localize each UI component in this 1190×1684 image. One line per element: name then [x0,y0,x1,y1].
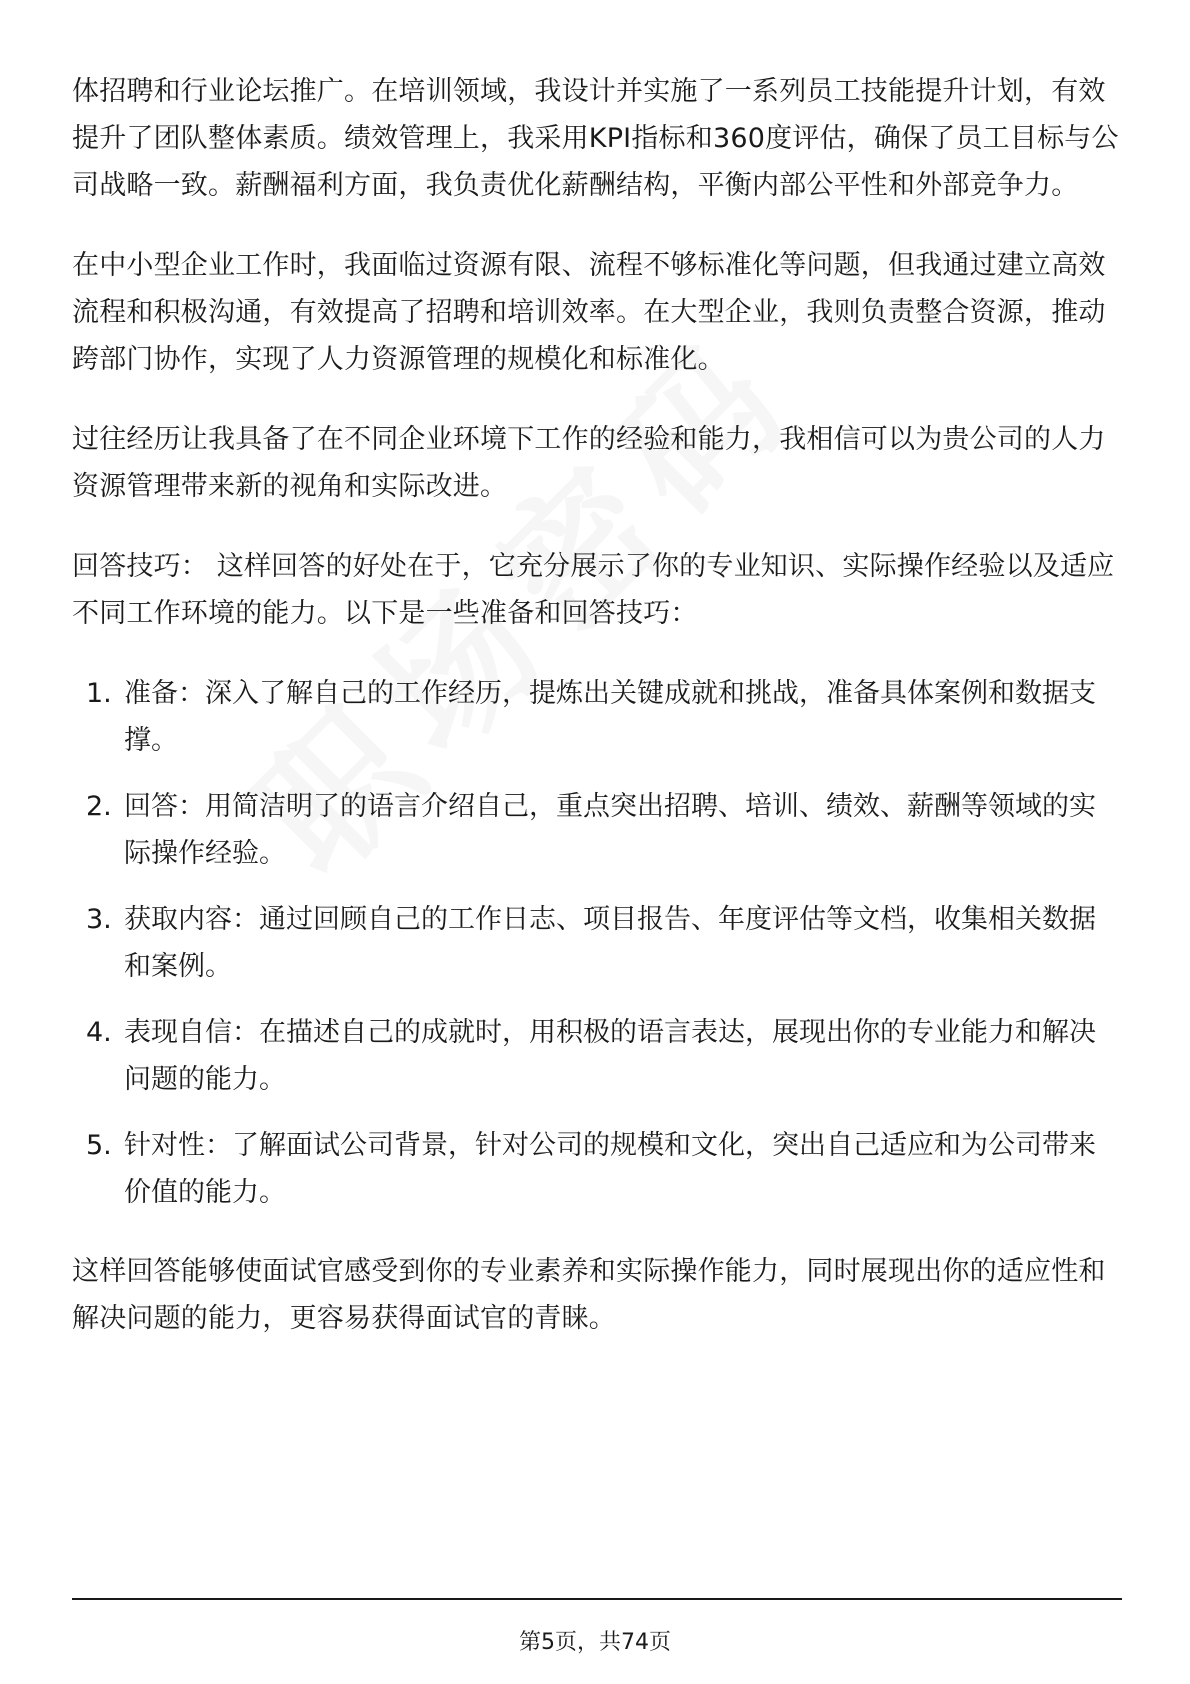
list-item [72,670,1122,764]
list-item-text: 获取内容：通过回顾自己的工作日志、项目报告、年度评估等文档，收集相关数据和案例。 [124,904,1096,982]
list-item [72,896,1122,990]
paragraph: 过往经历让我具备了在不同企业环境下工作的经验和能力，我相信可以为贵公司的人力资源管理带来新的视角和实际改进。 [72,424,1106,502]
tips-list [72,670,1122,1216]
list-item [72,1122,1122,1216]
footer-divider [72,1598,1122,1600]
list-item [72,1009,1122,1103]
paragraph: 在中小型企业工作时，我面临过资源有限、流程不够标准化等问题，但我通过建立高效流程和积极沟通，有效提高了招聘和培训效率。在大型企业，我则负责整合资源，推动跨部门协作，实现了人力资源管理的规模化和标准化。 [72,250,1106,375]
list-item-text: 针对性：了解面试公司背景，针对公司的规模和文化，突出自己适应和为公司带来价值的能力。 [124,1130,1096,1208]
document-body [72,68,1122,1375]
list-number: 2. [86,791,112,822]
list-item [72,783,1122,877]
list-item-text: 准备：深入了解自己的工作经历，提炼出关键成就和挑战，准备具体案例和数据支撑。 [124,678,1096,756]
list-item-text: 回答：用简洁明了的语言介绍自己，重点突出招聘、培训、绩效、薪酬等领域的实际操作经验。 [124,791,1096,869]
list-number: 1. [86,678,112,709]
tips-intro-paragraph: 回答技巧： 这样回答的好处在于，它充分展示了你的专业知识、实际操作经验以及适应不同工作环境的能力。以下是一些准备和回答技巧： [72,551,1115,629]
list-item-text: 表现自信：在描述自己的成就时，用积极的语言表达，展现出你的专业能力和解决问题的能力。 [124,1017,1096,1095]
list-number: 5. [86,1130,112,1161]
closing-paragraph: 这样回答能够使面试官感受到你的专业素养和实际操作能力，同时展现出你的适应性和解决问题的能力，更容易获得面试官的青睐。 [72,1256,1106,1334]
list-number: 4. [86,1017,112,1048]
list-number: 3. [86,904,112,935]
page-number: 第5页，共74页 [519,1630,671,1655]
paragraph: 体招聘和行业论坛推广。在培训领域，我设计并实施了一系列员工技能提升计划，有效提升了团队整体素质。绩效管理上，我采用KPI指标和360度评估，确保了员工目标与公司战略一致。薪酬福利方面，我负责优化薪酬结构，平衡内部公平性和外部竞争力。 [72,76,1119,201]
